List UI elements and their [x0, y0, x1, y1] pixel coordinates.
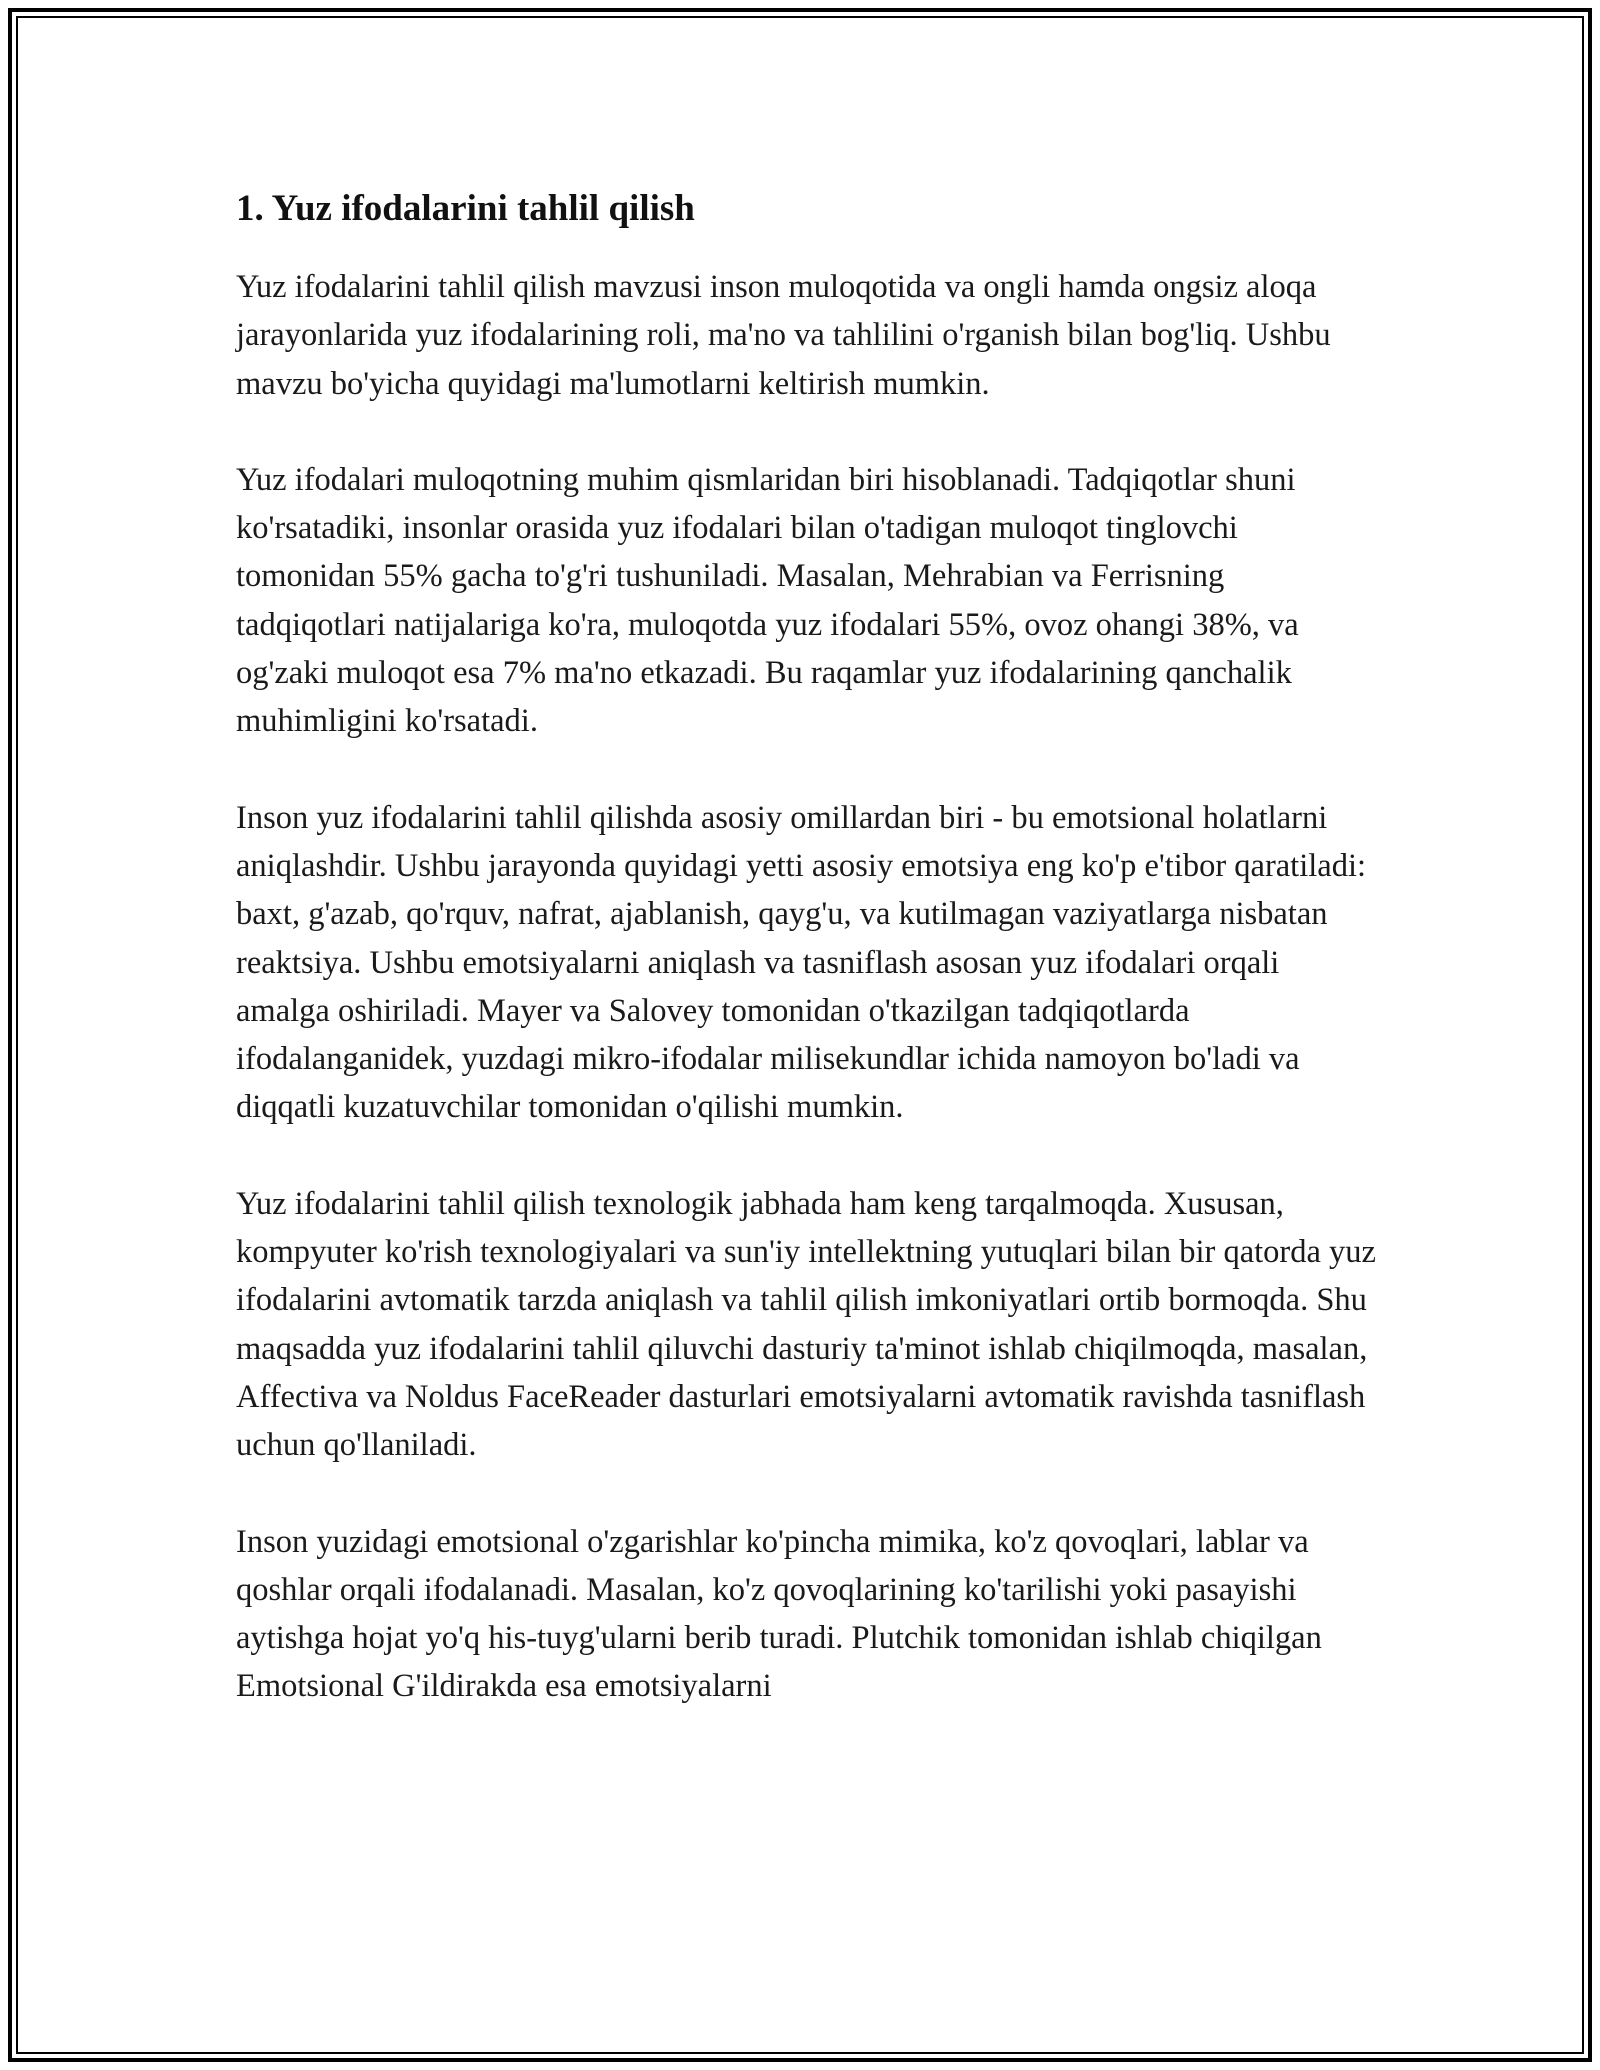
paragraph-3: Inson yuz ifodalarini tahlil qilishda asosiy omillardan biri - bu emotsional holatlarni aniqlashdir. Ushbu jarayonda quyidagi yetti asosiy emotsiya eng ko'p e'tibor qaratiladi: baxt, g'azab, qo'rquv, nafrat, ajablanish, qayg'u, va kutilmagan vaziyatlarga nisbatan reaktsiya. Ushbu emotsiyalarni aniqlash va tasniflash asosan yuz ifodalari orqali amalga oshiriladi. Mayer va Salovey tomonidan o'tkazilgan tadqiqotlarda ifodalanganidek, yuzdagi mikro-ifodalar milisekundlar ichida namoyon bo'ladi va diqqatli kuzatuvchilar tomonidan o'qilishi mumkin.	[236, 799, 1367, 1126]
paragraph-5: Inson yuzidagi emotsional o'zgarishlar ko'pincha mimika, ko'z qovoqlari, lablar va qoshlar orqali ifodalanadi. Masalan, ko'z qovoqlarining ko'tarilishi yoki pasayishi aytishga hojat yo'q his-tuyg'ularni berib turadi. Plutchik tomonidan ishlab chiqilgan Emotsional G'ildirakda esa emotsiyalarni	[236, 1523, 1322, 1705]
section-heading: 1. Yuz ifodalarini tahlil qilish	[236, 188, 695, 229]
paragraph-1: Yuz ifodalarini tahlil qilish mavzusi inson muloqotida va ongli hamda ongsiz aloqa jarayonlarida yuz ifodalarining roli, ma'no va tahlilini o'rganish bilan bog'liq. Ushbu mavzu bo'yicha quyidagi ma'lumotlarni keltirish mumkin.	[236, 269, 1331, 402]
paragraph-4: Yuz ifodalarini tahlil qilish texnologik jabhada ham keng tarqalmoqda. Xususan, kompyuter ko'rish texnologiyalari va sun'iy intellektning yutuqlari bilan bir qatorda yuz ifodalarini avtomatik tarzda aniqlash va tahlil qilish imkoniyatlari ortib bormoqda. Shu maqsadda yuz ifodalarini tahlil qiluvchi dasturiy ta'minot ishlab chiqilmoqda, masalan, Affectiva va Noldus FaceReader dasturlari emotsiyalarni avtomatik ravishda tasniflash uchun qo'llaniladi.	[236, 1185, 1376, 1464]
document-body	[236, 185, 1376, 1759]
paragraph-2: Yuz ifodalari muloqotning muhim qismlaridan biri hisoblanadi. Tadqiqotlar shuni ko'rsatadiki, insonlar orasida yuz ifodalari bilan o'tadigan muloqot tinglovchi tomonidan 55% gacha to'g'ri tushuniladi. Masalan, Mehrabian va Ferrisning tadqiqotlari natijalariga ko'ra, muloqotda yuz ifodalari 55%, ovoz ohangi 38%, va og'zaki muloqot esa 7% ma'no etkazadi. Bu raqamlar yuz ifodalarining qanchalik muhimligini ko'rsatadi.	[236, 461, 1299, 740]
